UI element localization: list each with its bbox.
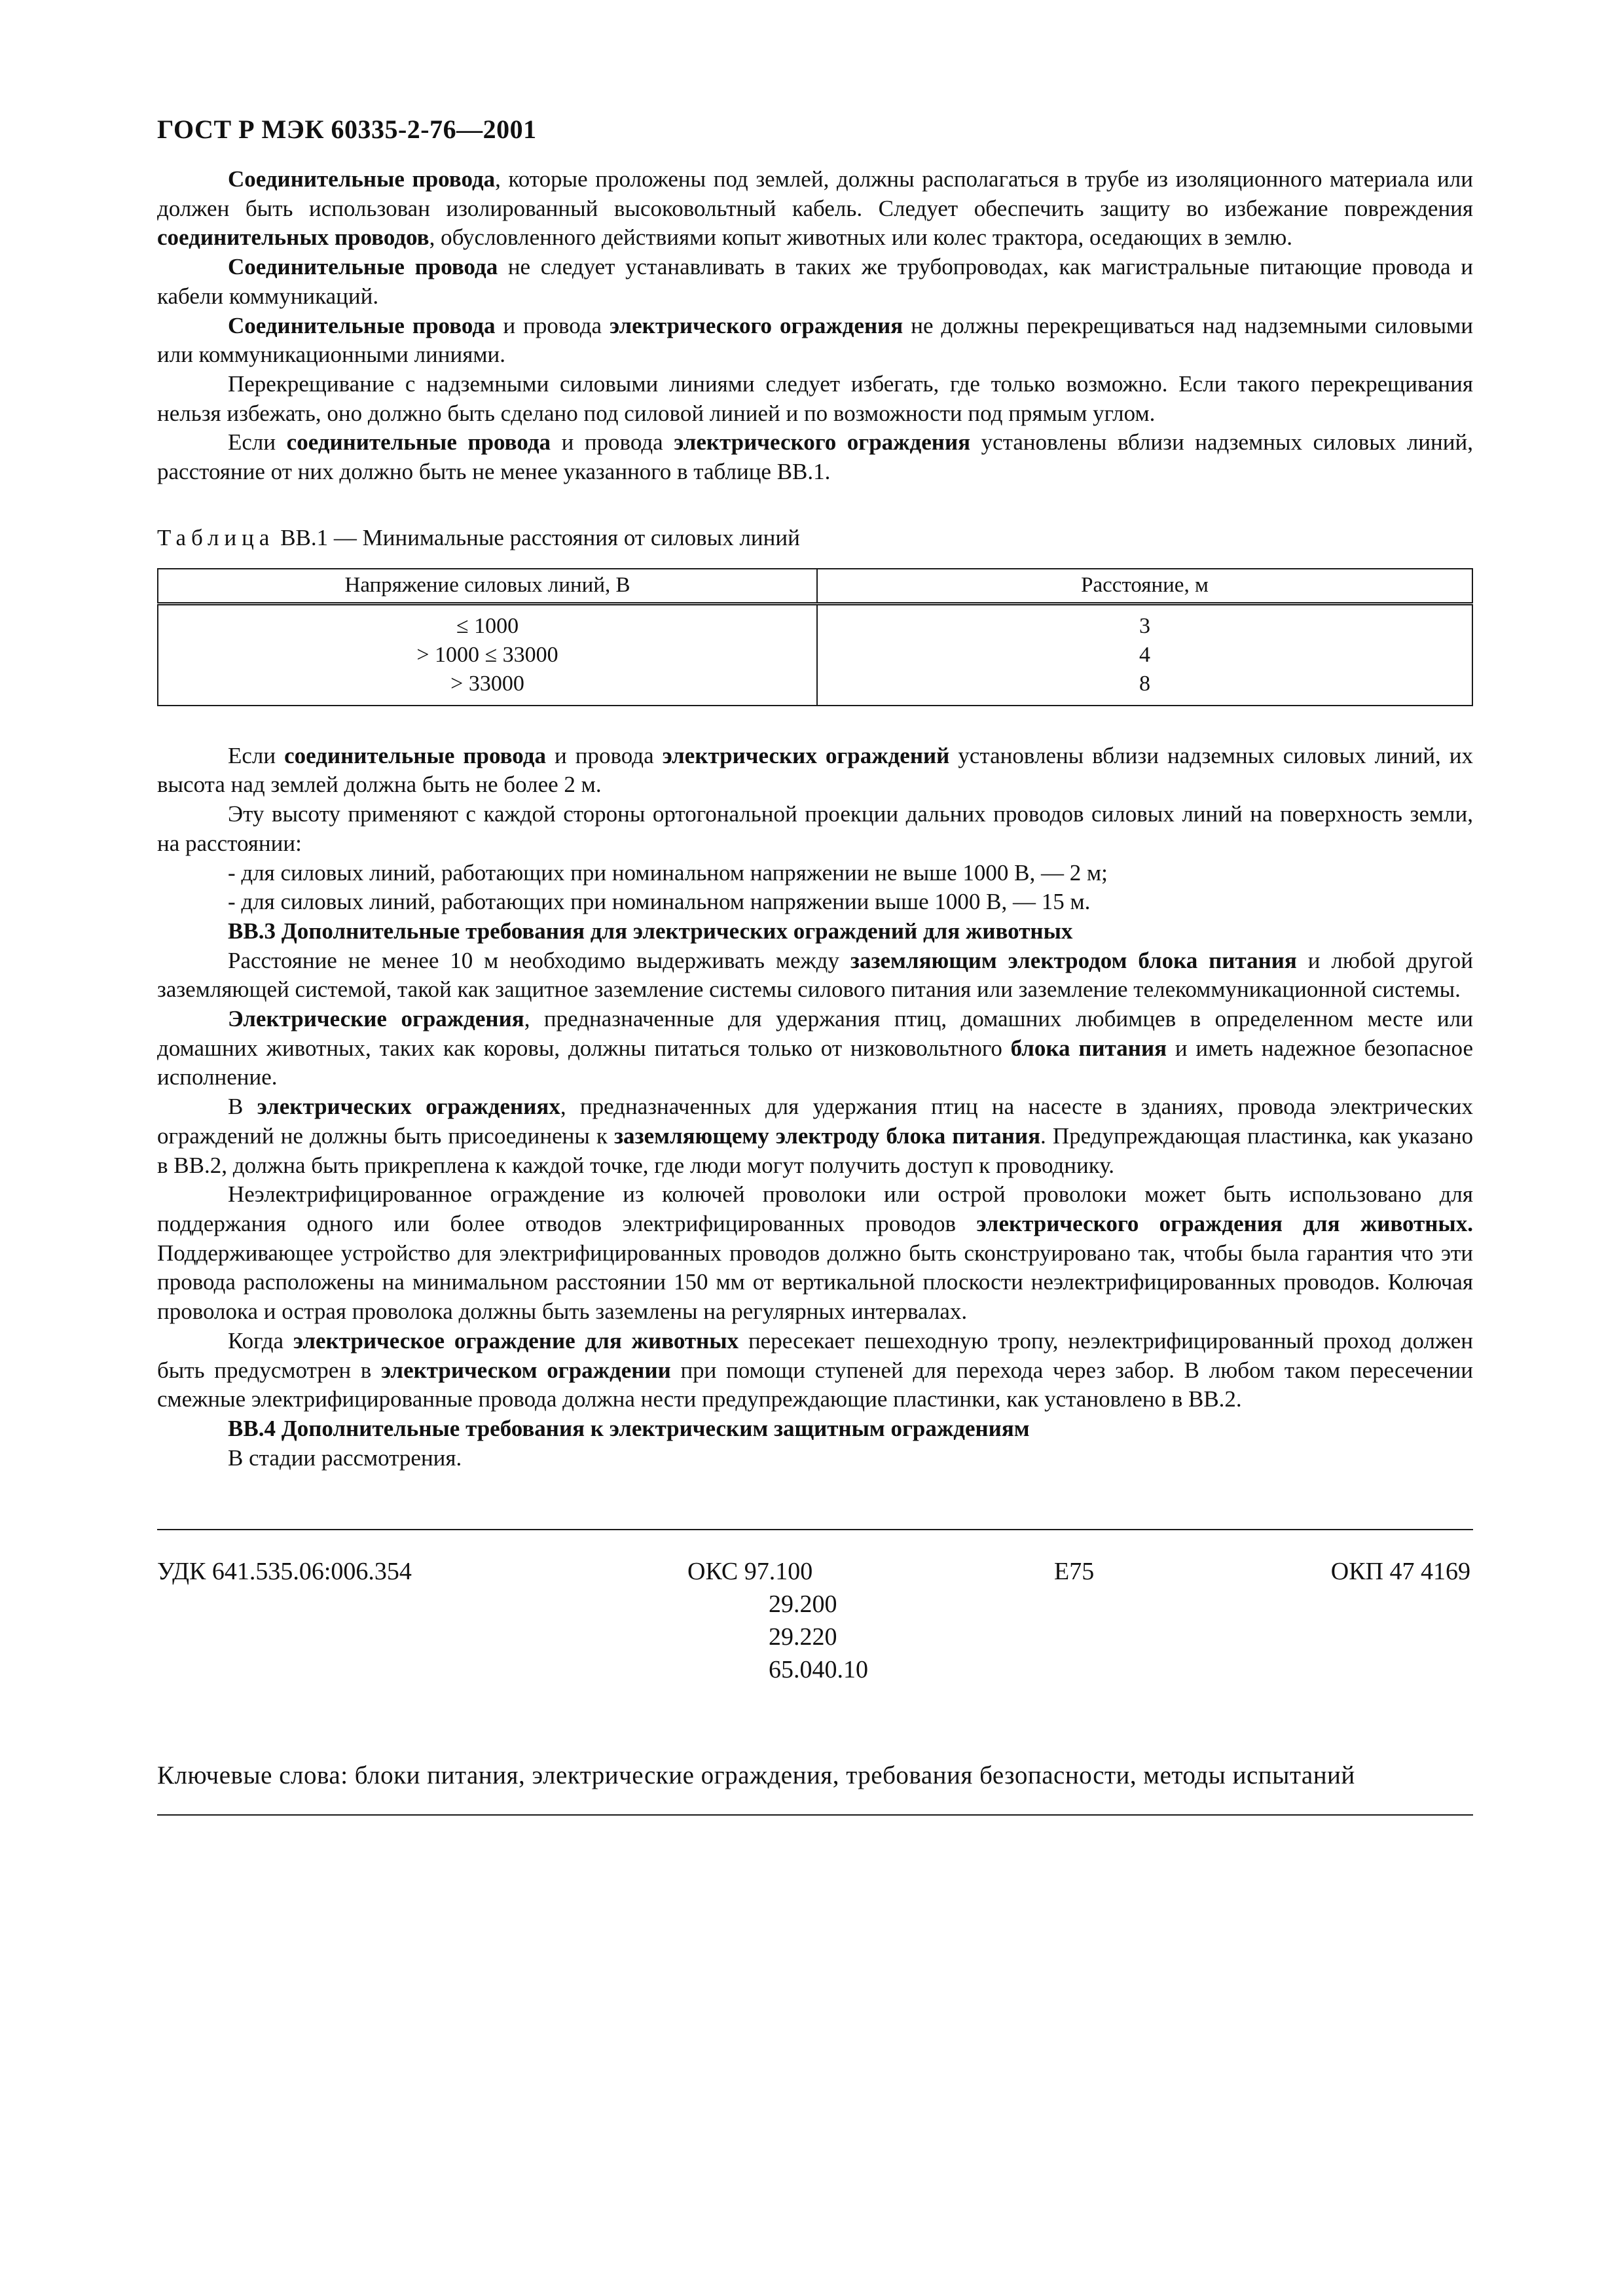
paragraph: В стадии рассмотрения.	[228, 1444, 462, 1471]
paragraph: Электрические ограждения, предназначенные для удержания птиц, домашних любимцев в определенном месте или домашних животных, таких как коровы, должны питаться только от низковольтного блока питания и иметь надежное безопасное исполнение.	[157, 1006, 1473, 1090]
paragraph: Если соединительные провода и провода электрических ограждений установлены вблизи надземных силовых линий, их высота над землей должна быть не более 2 м.	[157, 742, 1473, 798]
section-heading-bb4: ВВ.4 Дополнительные требования к электрическим защитным ограждениям	[228, 1415, 1030, 1441]
bold-term: электрического ограждения	[610, 312, 903, 338]
voltage-value: > 33000	[450, 671, 524, 696]
paragraph: Когда электрическое ограждение для животных пересекает пешеходную тропу, неэлектрифицированный проход должен быть предусмотрен в электрическом ограждении при помощи ступеней для перехода через забор. В любом таком пересечении смежные электрифицированные провода должна нести предупреждающие пластинки, как установлено в ВВ.2.	[157, 1327, 1474, 1412]
oks-code: ОКС 97.100	[687, 1558, 813, 1586]
paragraph: Расстояние не менее 10 м необходимо выдерживать между заземляющим электродом блока питания и любой другой заземляющей системой, такой как защитное заземление системы силового питания или заземление телекоммуникационной системы.	[157, 947, 1473, 1003]
column-header-voltage: Напряжение силовых линий, В	[158, 569, 817, 604]
oks-code-extra: 29.200	[769, 1590, 837, 1619]
intro-section	[157, 165, 1473, 487]
after-table-section	[157, 742, 1473, 1473]
paragraph: Если соединительные провода и провода электрического ограждения установлены вблизи надземных силовых линий, расстояние от них должно быть не менее указанного в таблице ВВ.1.	[157, 429, 1473, 485]
bold-term: электрических ограждений	[662, 742, 950, 768]
oks-code-extra: 65.040.10	[769, 1656, 868, 1684]
udk-code: УДК 641.535.06:006.354	[157, 1558, 412, 1586]
paragraph: Соединительные провода, которые проложены под землей, должны располагаться в трубе из изоляционного материала или должен быть использован изолированный высоковольтный кабель. Следует обеспечить защиту во избежание повреждения соединительных проводов, обусловленного действиями копыт животных или колес трактора, оседающих в землю.	[157, 166, 1473, 251]
distance-value: 4	[1139, 642, 1150, 667]
bold-term: Электрические ограждения	[228, 1006, 524, 1032]
table-row	[158, 603, 1472, 706]
bold-term: заземляющему электроду блока питания	[613, 1122, 1041, 1149]
column-header-distance: Расстояние, м	[817, 569, 1472, 604]
bold-term: электрическом ограждении	[380, 1357, 671, 1383]
list-item: - для силовых линий, работающих при номинальном напряжении не выше 1000 В, — 2 м;	[228, 859, 1108, 886]
classification-block	[157, 1555, 1473, 1712]
distance-table	[157, 568, 1473, 706]
table-caption	[157, 524, 1473, 552]
oks-codes-extra	[769, 1588, 868, 1686]
table-caption-text: ВВ.1 — Минимальные расстояния от силовых линий	[274, 524, 800, 550]
paragraph: Перекрещивание с надземными силовыми линиями следует избегать, где только возможно. Если такого перекрещивания нельзя избежать, оно должно быть сделано под силовой линией и по возможности под прямым углом.	[157, 370, 1473, 426]
bold-term: Соединительные провода	[228, 254, 498, 280]
voltage-cell	[158, 603, 817, 706]
oks-code-extra: 29.220	[769, 1623, 837, 1651]
list-item: - для силовых линий, работающих при номинальном напряжении выше 1000 В, — 15 м.	[228, 889, 1091, 915]
divider	[157, 1814, 1473, 1816]
bold-term: блока питания	[1010, 1035, 1167, 1061]
bold-term: электрических ограждениях	[257, 1094, 560, 1120]
bold-term: соединительных проводов	[157, 224, 429, 251]
distance-value: 8	[1139, 671, 1150, 696]
paragraph: Соединительные провода не следует устанавливать в таких же трубопроводах, как магистральные питающие провода и кабели коммуникаций.	[157, 254, 1473, 309]
table-caption-label: Таблица	[157, 524, 275, 550]
paragraph: В электрических ограждениях, предназначенных для удержания птиц на насесте в зданиях, провода электрических ограждений не должны быть присоединены к заземляющему электроду блока питания. Предупреждающая пластинка, как указано в ВВ.2, должна быть прикреплена к каждой точке, где люди могут получить доступ к проводнику.	[157, 1094, 1473, 1178]
bold-term: соединительные провода	[284, 742, 546, 768]
keywords: Ключевые слова: блоки питания, электрические ограждения, требования безопасности, методы испытаний	[157, 1761, 1355, 1790]
bold-term: соединительные провода	[286, 429, 551, 456]
voltage-value: > 1000 ≤ 33000	[416, 642, 558, 667]
bold-term: электрическое ограждение для животных	[293, 1327, 739, 1354]
divider	[157, 1529, 1473, 1530]
voltage-value: ≤ 1000	[456, 613, 519, 638]
okp-code: ОКП 47 4169	[1330, 1558, 1470, 1586]
bold-term: Соединительные провода	[228, 166, 496, 192]
paragraph: Соединительные провода и провода электрического ограждения не должны перекрещиваться над надземными силовыми или коммуникационными линиями.	[157, 312, 1473, 368]
distance-cell	[817, 603, 1472, 706]
bold-term: Соединительные провода	[228, 312, 496, 338]
paragraph: Эту высоту применяют с каждой стороны ортогональной проекции дальних проводов силовых линий на поверхность земли, на расстоянии:	[157, 801, 1473, 856]
bold-term: электрического ограждения для животных.	[976, 1210, 1474, 1236]
bold-term: электрического ограждения	[674, 429, 971, 456]
document-header: ГОСТ Р МЭК 60335-2-76—2001	[157, 115, 537, 144]
section-heading-bb3: ВВ.3 Дополнительные требования для электрических ограждений для животных	[228, 918, 1073, 944]
bold-term: заземляющим электродом блока питания	[850, 947, 1297, 973]
e-code: Е75	[1054, 1558, 1095, 1586]
distance-value: 3	[1139, 613, 1150, 638]
paragraph: Неэлектрифицированное ограждение из колючей проволоки или острой проволоки может быть использовано для поддержания одного или более отводов электрифицированных проводов электрического ограждения для животных. Поддерживающее устройство для электрифицированных проводов должно быть сконструировано так, чтобы была гарантия что эти провода расположены на минимальном расстоянии 150 мм от вертикальной плоскости неэлектрифицированных проводов. Колючая проволока и острая проволока должны быть заземлены на регулярных интервалах.	[157, 1181, 1474, 1325]
document-page	[157, 105, 1473, 1816]
